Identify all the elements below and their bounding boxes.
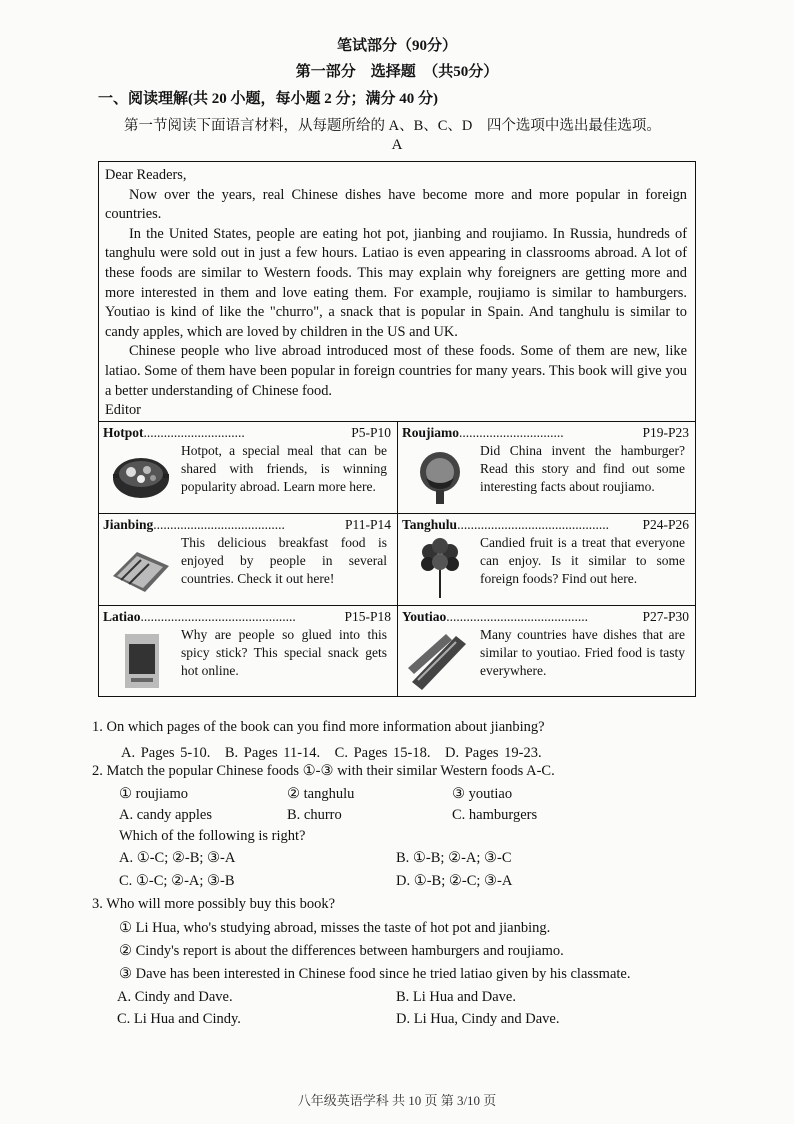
question-3-stem: 3. Who will more possibly buy this book? xyxy=(92,896,336,912)
food-name: Jianbing xyxy=(103,517,154,532)
food-description: Many countries have dishes that are similar to youtiao. Fried food is tasty everywhere. xyxy=(480,627,685,679)
question-2-ask: Which of the following is right? xyxy=(119,828,306,844)
question-3-item: ① Li Hua, who's studying abroad, misses the taste of hot pot and jianbing. xyxy=(119,920,551,936)
western-food-item: B. churro xyxy=(287,807,342,823)
letter-paragraph: Chinese people who live abroad introduced most of these foods. Some of them are new, like latiao. Some of them have been popular in foreign countries for many years. This book will give you a better understanding of Chinese food. xyxy=(105,343,687,399)
exam-section-title: 笔试部分（90分） xyxy=(336,38,457,54)
food-contents-grid xyxy=(99,421,695,698)
question-3-item: ③ Dave has been interested in Chinese food since he tried latiao given by his classmate. xyxy=(119,966,631,982)
hotpot-icon xyxy=(107,444,175,508)
instruction: 第一节阅读下面语言材料，从每题所给的 A、B、C、D 四个选项中选出最佳选项。 xyxy=(124,118,661,134)
roujiamo-icon xyxy=(406,444,474,508)
food-description: Why are people so glued into this spicy stick? This special snack gets hot online. xyxy=(181,627,387,679)
food-pages: P5-P10 xyxy=(351,425,391,440)
question-1-stem: 1. On which pages of the book can you find more information about jianbing? xyxy=(92,719,545,735)
question-2-stem: 2. Match the popular Chinese foods ①-③ with their similar Western foods A-C. xyxy=(92,763,555,779)
food-description: This delicious breakfast food is enjoyed by people in several countries. Check it out here! xyxy=(181,535,387,587)
answer-option: A. ①-C; ②-B; ③-A xyxy=(119,850,236,866)
food-pages: P24-P26 xyxy=(642,517,689,532)
chinese-food-item: ① roujiamo xyxy=(119,786,188,802)
western-food-item: C. hamburgers xyxy=(452,807,538,823)
food-pages: P11-P14 xyxy=(344,517,391,532)
letter-paragraph: Now over the years, real Chinese dishes have become more and more popular in foreign countries. xyxy=(105,186,687,223)
answer-option: A. Cindy and Dave. xyxy=(117,989,233,1005)
youtiao-icon xyxy=(406,628,474,692)
food-pages: P15-P18 xyxy=(344,609,391,624)
jianbing-icon xyxy=(107,536,175,600)
question-1-options: A. Pages 5-10. B. Pages 11-14. C. Pages 15-18. D. Pages 19-23. xyxy=(121,745,542,761)
answer-option: B. ①-B; ②-A; ③-C xyxy=(396,850,512,866)
food-description: Did China invent the hamburger? Read this story and find out some interesting facts about roujiamo. xyxy=(480,443,685,495)
passage-label: A xyxy=(391,137,403,153)
chinese-food-item: ③ youtiao xyxy=(452,786,513,802)
food-name: Youtiao xyxy=(402,609,447,624)
western-food-item: A. candy apples xyxy=(119,807,213,823)
food-entry-hotpot: Hotpot.............................. P5-P10 Hotpot, a special meal that can be shared with friends, is winning popularity abroad. Learn more here. xyxy=(99,422,397,514)
answer-option: D. ①-B; ②-C; ③-A xyxy=(396,873,513,889)
section-heading: 一、阅读理解(共 20 小题，每小题 2 分；满分 40 分) xyxy=(98,91,438,107)
page-footer: 八年级英语学科 共 10 页 第 3/10 页 xyxy=(297,1093,497,1108)
tanghulu-icon xyxy=(406,536,474,600)
reading-passage-box xyxy=(98,161,696,697)
letter-signature: Editor xyxy=(105,402,141,419)
answer-option: C. ①-C; ②-A; ③-B xyxy=(119,873,235,889)
food-name: Roujiamo xyxy=(402,425,459,440)
food-entry-roujiamo: Roujiamo............................... P19-P23 Did China invent the hamburger? Read this story and find out some interesting facts about roujiamo. xyxy=(397,422,695,514)
food-name: Latiao xyxy=(103,609,141,624)
editor-letter xyxy=(99,162,695,422)
food-description: Candied fruit is a treat that everyone can enjoy. Is it similar to some foreign foods? Find out here. xyxy=(480,535,685,587)
part-title: 第一部分 选择题 （共50分） xyxy=(295,64,499,80)
food-entry-youtiao: Youtiao.......................................... P27-P30 Many countries have dishes that are similar to youtiao. Fried food is tasty everywhere. xyxy=(397,606,695,697)
question-3-item: ② Cindy's report is about the differences between hamburgers and roujiamo. xyxy=(119,943,564,959)
food-pages: P19-P23 xyxy=(642,425,689,440)
chinese-food-item: ② tanghulu xyxy=(287,786,355,802)
food-entry-latiao: Latiao.............................................. P15-P18 Why are people so glued into this spicy stick? This special snack gets hot online. xyxy=(99,606,397,697)
letter-greeting: Dear Readers, xyxy=(105,167,187,183)
food-entry-tanghulu: Tanghulu............................................. P24-P26 Candied fruit is a treat that everyone can enjoy. Is it similar to some foreign foods? Find out here. xyxy=(397,514,695,606)
food-entry-jianbing: Jianbing....................................... P11-P14 This delicious breakfast food is enjoyed by people in several countries. Check it out here! xyxy=(99,514,397,606)
latiao-icon xyxy=(107,628,175,692)
answer-option: D. Li Hua, Cindy and Dave. xyxy=(396,1011,560,1027)
food-description: Hotpot, a special meal that can be shared with friends, is winning popularity abroad. Learn more here. xyxy=(181,443,387,495)
food-name: Tanghulu xyxy=(402,517,458,532)
food-pages: P27-P30 xyxy=(642,609,689,624)
answer-option: B. Li Hua and Dave. xyxy=(396,989,516,1005)
letter-paragraph: In the United States, people are eating hot pot, jianbing and roujiamo. In Russia, hundreds of tanghulu were sold out in just a few hours. Latiao is even appearing in classrooms abroad. A lot of these foods are similar to Western foods. This may explain why foreigners are getting more and more interested in them and love eating them. For example, roujiamo is similar to hamburgers. Youtiao is kind of like the "churro", a snack that is popular in Spain. And tanghulu is similar to candy apples, which are loved by children in the US and UK. xyxy=(105,225,687,340)
answer-option: C. Li Hua and Cindy. xyxy=(117,1011,241,1027)
food-name: Hotpot xyxy=(103,425,144,440)
